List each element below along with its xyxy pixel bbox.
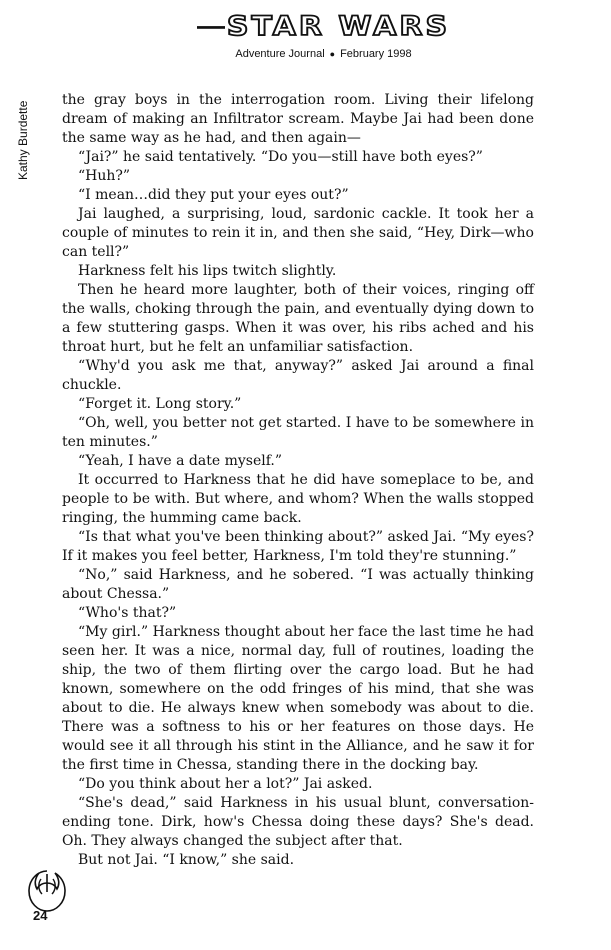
paragraph: It occurred to Harkness that he did have someplace to be, and people to be with. But where, and whom? When the walls stopped ringing, the humming came back. (62, 472, 534, 526)
paragraph: “Do you think about her a lot?” Jai asked. (78, 776, 373, 792)
paragraph: “Is that what you've been thinking about?” asked Jai. “My eyes? If it makes you feel better, Harkness, I'm told they're stunning.” (62, 529, 534, 564)
paragraph: But not Jai. “I know,” she said. (78, 852, 295, 868)
author-name: Kathy Burdette (16, 100, 30, 180)
paragraph: “Why'd you ask me that, anyway?” asked Jai around a final chuckle. (62, 358, 534, 393)
page-header (0, 10, 611, 60)
story-text (62, 91, 534, 870)
bullet-separator-icon: ● (329, 49, 336, 59)
paragraph: “My girl.” Harkness thought about her face the last time he had seen her. It was a nice, normal day, full of routines, loading the ship, the two of them flirting over the cargo load. But he had known, somewhere on the odd fringes of his mind, that she was about to die. He always knew when somebody was about to die. There was a softness to his or her features on those days. He would see it all through his stint in the Alliance, and he saw it for the first time in Chessa, standing there in the docking bay. (62, 624, 534, 773)
paragraph: Then he heard more laughter, both of their voices, ringing off the walls, choking through the pain, and eventually dying down to a few stuttering gasps. When it was over, his ribs ached and his throat hurt, but he felt an unfamiliar satisfaction. (62, 282, 534, 355)
paragraph: Harkness felt his lips twitch slightly. (78, 263, 337, 279)
paragraph: “Yeah, I have a date myself.” (78, 453, 282, 469)
paragraph: “No,” said Harkness, and he sobered. “I was actually thinking about Chessa.” (62, 567, 534, 602)
issue-date: February 1998 (340, 48, 412, 60)
logo-dash (197, 26, 225, 29)
star-wars-logo (197, 12, 450, 43)
paragraph: “Huh?” (78, 168, 131, 184)
paragraph: “I mean…did they put your eyes out?” (78, 187, 349, 203)
paragraph: “She's dead,” said Harkness in his usual blunt, conversation-ending tone. Dirk, how's Chessa doing these days? She's dead. Oh. They always changed the subject after that. (62, 795, 534, 849)
page-number: 24 (33, 908, 48, 923)
logo-text: STAR WARS (226, 10, 451, 43)
paragraph: “Jai?” he said tentatively. “Do you—still have both eyes?” (78, 149, 483, 165)
paragraph: Jai laughed, a surprising, loud, sardonic cackle. It took her a couple of minutes to rein it in, and then she said, “Hey, Dirk—who can tell?” (62, 206, 534, 260)
paragraph: the gray boys in the interrogation room. Living their lifelong dream of making an Infiltrator scream. Maybe Jai had been done the same way as he had, and then again— (62, 92, 534, 146)
paragraph: “Forget it. Long story.” (78, 396, 242, 412)
paragraph: “Oh, well, you better not get started. I have to be somewhere in ten minutes.” (62, 415, 534, 450)
journal-subtitle (18, 48, 611, 60)
paragraph: “Who's that?” (78, 605, 177, 621)
journal-name: Adventure Journal (235, 48, 325, 60)
